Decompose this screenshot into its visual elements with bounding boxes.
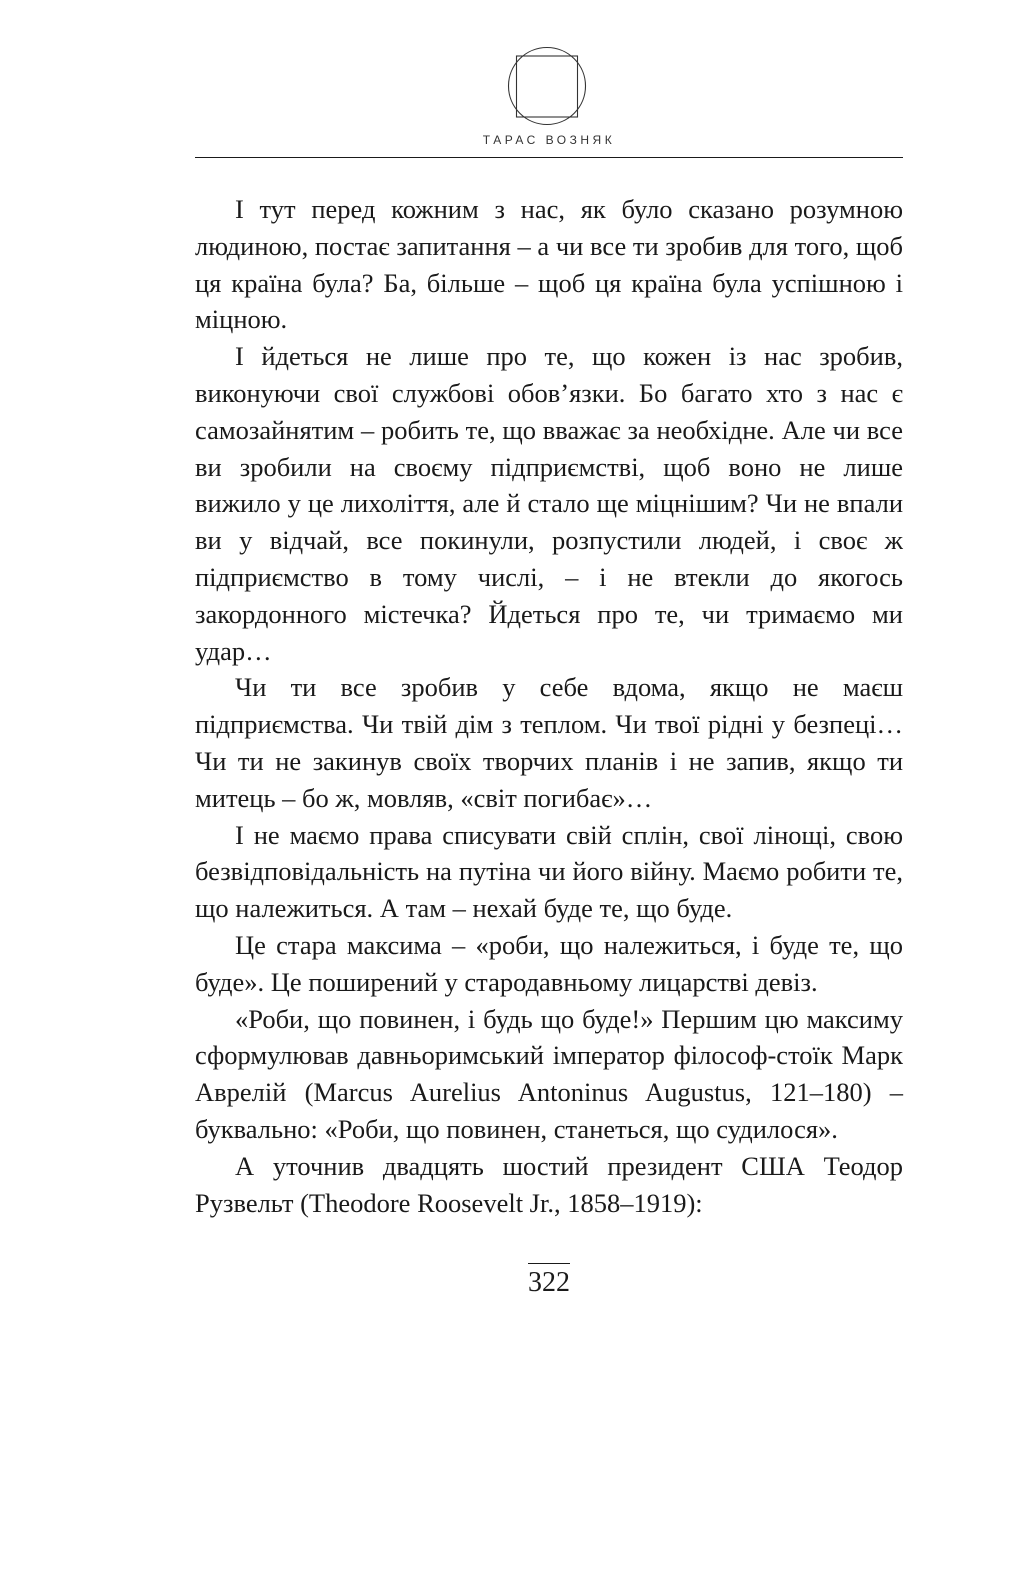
page-number-label: 322	[528, 1263, 570, 1300]
running-head-author: ТАРАС ВОЗНЯК	[482, 133, 616, 147]
circle-square-emblem-icon	[507, 46, 587, 126]
paragraph: «Роби, що повинен, і будь що буде!» Першим цю максиму сформулював давньоримський імператор філософ-стоїк Марк Аврелій (Marcus Aurelius Antoninus Augustus, 121–180) – буквально: «Роби, що повинен, станеться, що судилося».	[195, 1003, 903, 1144]
page-number	[195, 1263, 903, 1300]
paragraph: І йдеться не лише про те, що кожен із нас зробив, виконуючи свої службові обов’язки. Бо багато хто з нас є самозайнятим – робить те, що вважає за необхідне. Але чи все ви зробили на своєму підприємстві, щоб воно не лише вижило у це лихоліття, але й стало ще міцнішим? Чи не впали ви у відчай, все покинули, розпустили людей, і своє ж підприємство в тому числі, – і не втекли до якогось закордонного містечка? Йдеться про те, чи тримаємо ми удар…	[195, 341, 903, 666]
paragraph: І тут перед кожним з нас, як було сказано розумною людиною, постає запитання – а чи все ти зробив для того, щоб ця країна була? Ба, більше – щоб ця країна була успішною і міцною.	[195, 194, 903, 335]
body-text	[195, 191, 903, 1221]
paragraph: Чи ти все зробив у себе вдома, якщо не маєш підприємства. Чи твій дім з теплом. Чи твої рідні у безпеці… Чи ти не закинув своїх творчих планів і не запив, якщо ти митець – бо ж, мовляв, «світ погибає»…	[195, 672, 903, 813]
header-rule	[195, 157, 903, 158]
paragraph: А уточнив двадцять шостий президент США Теодор Рузвельт (Theodore Roosevelt Jr., 1858–1919):	[195, 1150, 903, 1218]
paragraph: Це стара максима – «роби, що належиться, і буде те, що буде». Це поширений у стародавньому лицарстві девіз.	[195, 929, 903, 997]
paragraph: І не маємо права списувати свій сплін, свої лінощі, свою безвідповідальність на путіна чи його війну. Маємо робити те, що належиться. А там – нехай буде те, що буде.	[195, 819, 903, 924]
